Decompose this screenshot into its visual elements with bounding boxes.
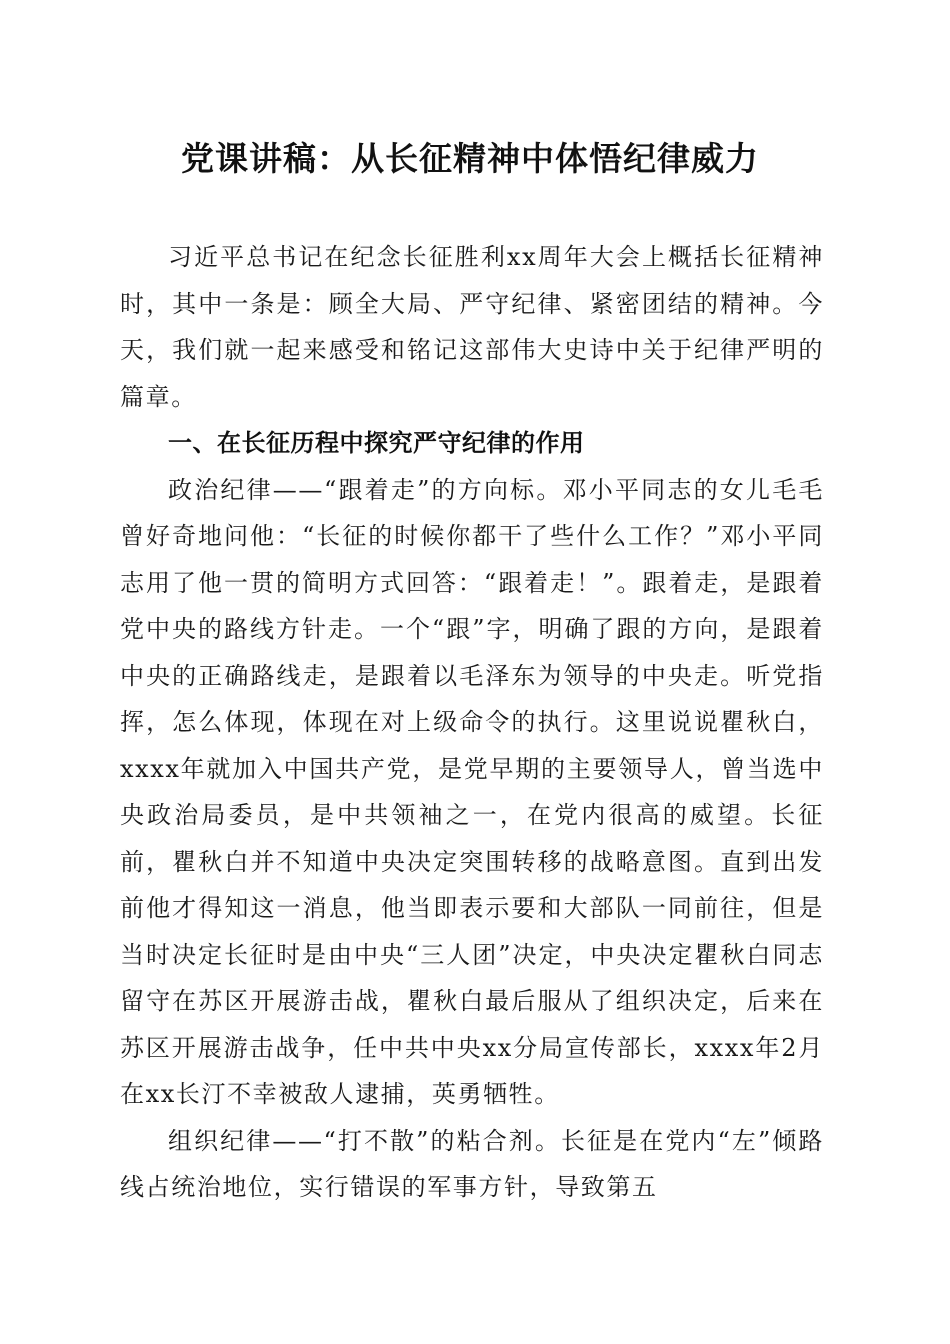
paragraph-political-discipline: 政治纪律——“跟着走”的方向标。邓小平同志的女儿毛毛曾好奇地问他：“长征的时候你都干了些什么工作？”邓小平同志用了他一贯的简明方式回答：“跟着走！”。跟着走，是跟着党中央的路线方针走。一个“跟”字，明确了跟的方向，是跟着中央的正确路线走，是跟着以毛泽东为领导的中央走。听党指挥，怎么体现，体现在对上级命令的执行。这里说说瞿秋白，xxxx年就加入中国共产党，是党早期的主要领导人，曾当选中央政治局委员，是中共领袖之一，在党内很高的威望。长征前，瞿秋白并不知道中央决定突围转移的战略意图。直到出发前他才得知这一消息，他当即表示要和大部队一同前往，但是当时决定长征时是由中央“三人团”决定，中央决定瞿秋白同志留守在苏区开展游击战，瞿秋白最后服从了组织决定，后来在苏区开展游击战争，任中共中央xx分局宣传部长，xxxx年2月在xx长汀不幸被敌人逮捕，英勇牺牲。 (120, 475, 824, 1108)
paragraph-organizational-discipline: 组织纪律——“打不散”的粘合剂。长征是在党内“左”倾路线占统治地位，实行错误的军事方针，导致第五 (120, 1126, 824, 1201)
section-heading-1: 一、在长征历程中探究严守纪律的作用 (168, 429, 585, 457)
document-body (120, 234, 824, 1211)
document-title: 党课讲稿：从长征精神中体悟纪律威力 (181, 139, 759, 178)
paragraph-intro: 习近平总书记在纪念长征胜利xx周年大会上概括长征精神时，其中一条是：顾全大局、严守纪律、紧密团结的精神。今天，我们就一起来感受和铭记这部伟大史诗中关于纪律严明的篇章。 (120, 243, 824, 411)
